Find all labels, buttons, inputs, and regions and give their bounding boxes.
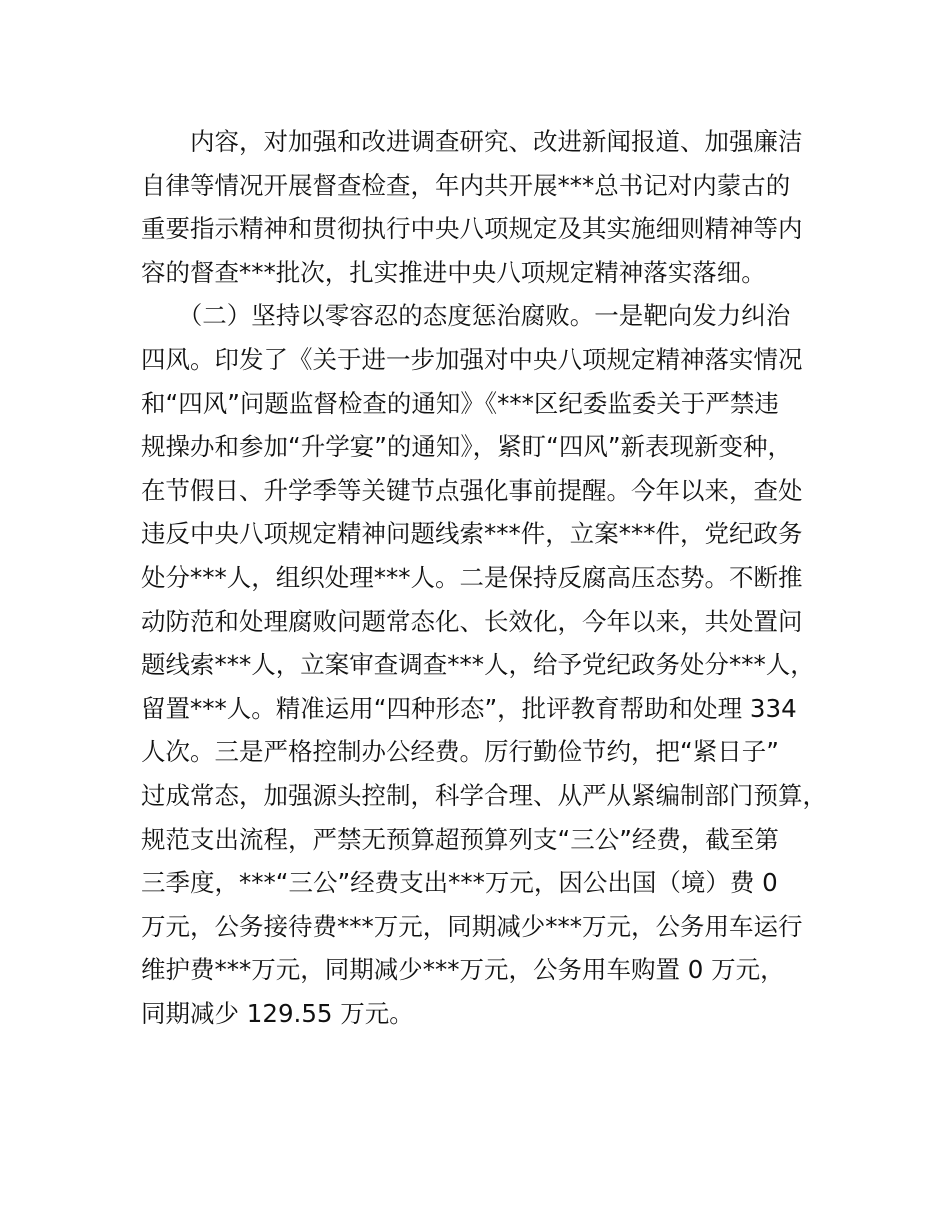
text-line: 人次。三是严格控制办公经费。厉行勤俭节约，把“紧日子” (141, 737, 779, 767)
text-line: 内容，对加强和改进调查研究、改进新闻报道、加强廉洁 (141, 127, 803, 156)
text-line: 过成常态，加强源头控制，科学合理、从严从紧编制部门预算， (141, 780, 827, 810)
text-line: 在节假日、升学季等关键节点强化事前提醒。今年以来，查处 (141, 475, 803, 505)
text-line: 三季度，***“三公”经费支出***万元，因公出国（境）费 0 (141, 868, 778, 898)
paragraph-2 (141, 294, 841, 1035)
paragraph-1 (141, 120, 841, 294)
text-line: 规范支出流程，严禁无预算超预算列支“三公”经费，截至第 (141, 824, 779, 854)
text-line: 动防范和处理腐败问题常态化、长效化，今年以来，共处置问 (141, 606, 803, 636)
text-line: 违反中央八项规定精神问题线索***件，立案***件，党纪政务 (141, 519, 803, 549)
body-text (141, 120, 841, 1035)
text-line: 留置***人。精准运用“四种形态”，批评教育帮助和处理 334 (141, 693, 797, 723)
text-line: 维护费***万元，同期减少***万元，公务用车购置 0 万元， (141, 955, 785, 985)
text-line: 题线索***人，立案审查调查***人，给予党纪政务处分***人， (141, 650, 815, 680)
text-line: 和“四风”问题监督检查的通知》《***区纪委监委关于严禁违 (141, 388, 779, 418)
text-line: 四风。印发了《关于进一步加强对中央八项规定精神落实情况 (141, 344, 803, 374)
text-line: 处分***人，组织处理***人。二是保持反腐高压态势。不断推 (141, 562, 803, 592)
text-line: 规操办和参加“升学宴”的通知》，紧盯“四风”新表现新变种， (141, 432, 793, 462)
text-line: 万元，公务接待费***万元，同期减少***万元，公务用车运行 (141, 911, 803, 941)
text-line: （二）坚持以零容忍的态度惩治腐败。一是靶向发力纠治 (141, 301, 791, 331)
text-line: 重要指示精神和贯彻执行中央八项规定及其实施细则精神等内 (141, 214, 803, 244)
text-line: 自律等情况开展督查检查，年内共开展***总书记对内蒙古的 (141, 170, 791, 200)
text-line: 容的督查***批次，扎实推进中央八项规定精神落实落细。 (141, 257, 766, 287)
text-line: 同期减少 129.55 万元。 (141, 998, 414, 1028)
